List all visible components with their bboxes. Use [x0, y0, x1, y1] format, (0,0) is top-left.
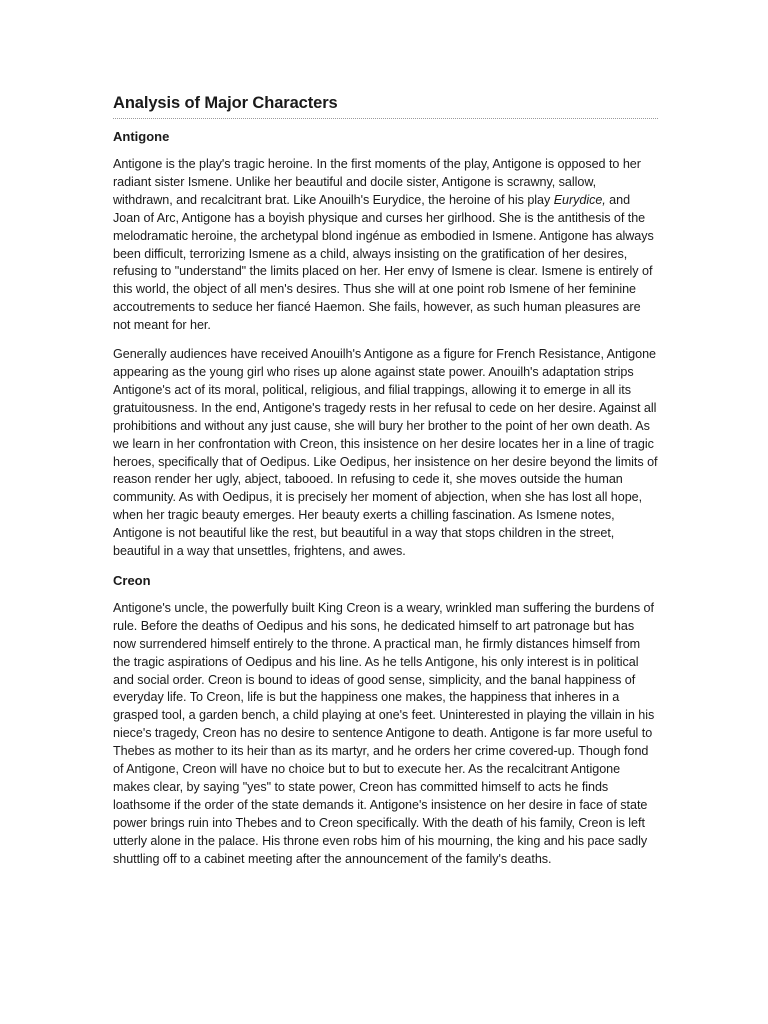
text-run: and Joan of Arc, Antigone has a boyish physique and curses her girlhood. She is the antithesis of the melodramatic heroine, the archetypal blond ingénue as embodied in Ismene. Antigone has always been difficult, terrorizing Ismene as a child, always insisting on the gratification of her desires, refusing to "understand" the limits placed on her. Her envy of Ismene is clear. Ismene is entirely of this world, the object of all men's desires. Thus she will at one point rob Ismene of her feminine accoutrements to seduce her fiancé Haemon. She fails, however, as such human pleasures are not meant for her.: [113, 192, 654, 333]
text-run-italic: Eurydice,: [553, 192, 606, 207]
paragraph-creon-1: [113, 600, 658, 869]
title-divider: [113, 118, 658, 119]
text-run: Antigone is the play's tragic heroine. In the first moments of the play, Antigone is opposed to her radiant sister Ismene. Unlike her beautiful and docile sister, Antigone is scrawny, sallow, withdrawn, and recalcitrant brat. Like Anouilh's Eurydice, the heroine of his play: [113, 157, 641, 207]
section-antigone: [113, 128, 658, 561]
text-run: Antigone's uncle, the powerfully built King Creon is a weary, wrinkled man suffering the burdens of rule. Before the deaths of Oedipus and his sons, he dedicated himself to art patronage but has now surrendered himself entirely to the throne. A practical man, he firmly distances himself from the tragic aspirations of Oedipus and his line. As he tells Antigone, his only interest is in political and social order. Creon is bound to ideas of good sense, simplicity, and the banal happiness of everyday life. To Creon, life is but the happiness one makes, the happiness that inheres in a grasped tool, a garden bench, a child playing at one's feet. Uninterested in playing the villain in his niece's tragedy, Creon has no desire to sentence Antigone to death. Antigone is far more useful to Thebes as mother to its heir than as its martyr, and he orders her crime covered-up. Though fond of Antigone, Creon will have no choice but to but to execute her. As the recalcitrant Antigone makes clear, by saying "yes" to state power, Creon has committed himself to acts he finds loathsome if the order of the state demands it. Antigone's insistence on her desire in face of state power brings ruin into Thebes and to Creon specifically. With the death of his family, Creon is left utterly alone in the palace. His throne even robs him of his mourning, the king and his pace sadly shuttling off to a cabinet meeting after the announcement of the family's deaths.: [113, 600, 655, 866]
text-run: Generally audiences have received Anouilh's Antigone as a figure for French Resistance, Antigone appearing as the young girl who rises up alone against state power. Anouilh's adaptation strips Antigone's act of its moral, political, religious, and filial trappings, allowing it to emerge in all its gratuitousness. In the end, Antigone's tragedy rests in her refusal to cede on her desire. Against all prohibitions and without any just cause, she will bury her brother to the point of her own death. As we learn in her confrontation with Creon, this insistence on her desire locates her in a line of tragic heroes, specifically that of Oedipus. Like Oedipus, her insistence on her desire beyond the limits of reason render her ugly, abject, tabooed. In refusing to cede it, she moves outside the human community. As with Oedipus, it is precisely her moment of abjection, when she has lost all hope, when her tragic beauty emerges. Her beauty exerts a chilling fascination. As Ismene notes, Antigone is not beautiful like the rest, but beautiful in a way that stops children in the street, beautiful in a way that unsettles, frightens, and awes.: [113, 347, 658, 559]
section-creon: [113, 572, 658, 869]
document-page: [113, 92, 658, 880]
paragraph-antigone-2: [113, 346, 658, 561]
section-heading-creon: Creon: [113, 572, 151, 588]
section-heading-antigone: Antigone: [113, 129, 170, 144]
paragraph-antigone-1: [113, 156, 658, 335]
page-title: Analysis of Major Characters: [113, 94, 338, 112]
